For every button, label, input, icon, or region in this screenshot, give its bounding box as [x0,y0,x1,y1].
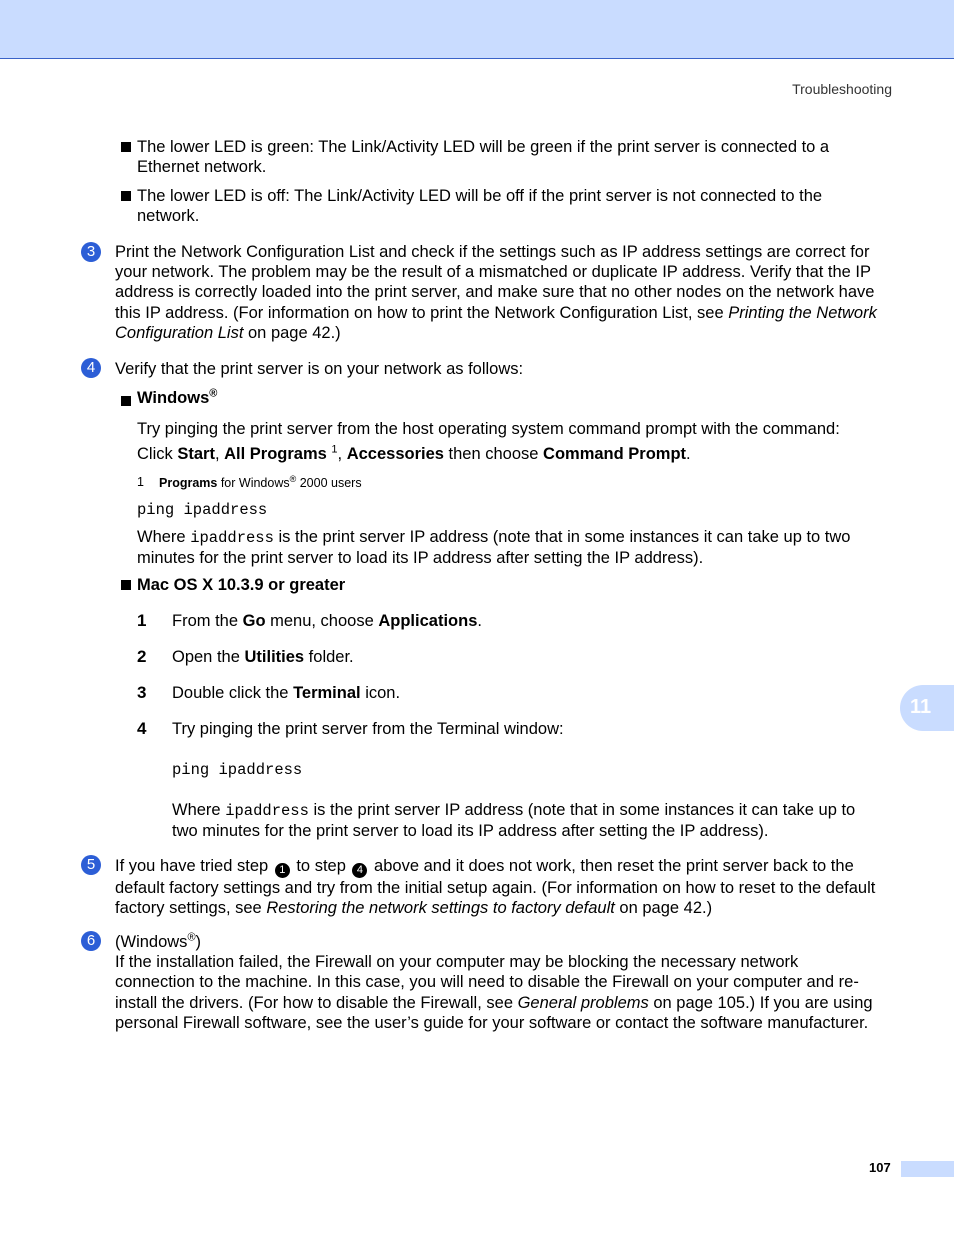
ui-term-all-programs: All Programs [224,445,327,464]
text-run: , [214,445,225,464]
windows-instructions [137,419,840,464]
text-line: network. [137,207,200,226]
footnote-ref: 1 [331,443,338,456]
ui-term-terminal: Terminal [293,684,361,702]
text-line [115,898,875,918]
text-line [115,932,873,952]
reference-link: General problems [517,993,649,1012]
text-run: icon. [360,684,401,702]
text-run: then choose [443,445,544,464]
text-run: Click [137,445,178,464]
step5-paragraph [115,856,875,918]
registered-mark: ® [289,473,297,484]
text-run: From the [172,612,243,630]
text-run: on page 42.) [243,323,341,342]
bullet-icon [121,580,131,590]
ui-term-command-prompt: Command Prompt [543,445,687,464]
text-line: Print the Network Configuration List and check if the settings such as IP address settings are correct for [115,243,870,261]
text-run: ) [195,933,202,951]
text-run: install the drivers. (For how to disable the Firewall, see [115,993,518,1012]
text-run: . [477,612,482,630]
footnote-number: 1 [137,475,144,489]
led-green-bullet [137,137,829,177]
mac-step-3 [172,683,400,703]
text-run: menu, choose [265,612,379,630]
text-run: on page 105.) If you are using [648,993,873,1012]
step-number-6: 6 [81,931,101,951]
footnote-bold: Programs [159,476,218,490]
code-term: ipaddress [190,529,274,547]
text-line [115,856,875,878]
text-run: Where [137,528,191,546]
text-run: this IP address. (For information on how to print the Network Configuration List, see [115,303,729,322]
reference-link: Configuration List [115,323,244,342]
step-number-3: 3 [81,242,101,262]
text-run: Where [172,801,226,819]
text-run: on page 42.) [614,899,713,918]
text-line: Ethernet network. [137,158,267,177]
text-line [172,800,855,821]
reference-link: Restoring the network settings to factory default [266,899,615,918]
text-line [137,444,840,464]
ui-term-accessories: Accessories [346,445,444,464]
windows-where-paragraph [137,527,850,568]
mac-step-4: Try pinging the print server from the Terminal window: [172,720,564,738]
mac-step-number: 4 [137,719,147,738]
windows-heading [137,388,217,408]
mac-step-1 [172,611,482,631]
text-run: factory settings, see [115,899,267,918]
mac-step-number: 2 [137,647,147,666]
ui-term-go: Go [242,612,266,630]
mac-step-2 [172,647,354,667]
text-run: folder. [304,648,354,666]
text-run: Double click the [172,684,294,702]
text-line: default factory settings and try from the initial setup again. (For information on how to reset to the default [115,879,876,897]
step-number-5: 5 [81,855,101,875]
bullet-icon [121,191,131,201]
text-line [115,323,877,343]
text-line: If the installation failed, the Firewall on your computer may be blocking the necessary network [115,953,799,972]
step3-paragraph [115,242,877,343]
text-run: 2000 users [296,476,362,490]
header-bar [0,0,954,59]
windows-ping-command: ping ipaddress [137,501,268,519]
text-run: . [686,445,691,464]
mac-where-paragraph [172,800,855,841]
text-run: to step [291,857,351,875]
bullet-icon [121,142,131,152]
text-run: for Windows [217,476,290,490]
registered-mark: ® [209,387,218,400]
ui-term-utilities: Utilities [244,648,305,666]
chapter-tab [900,685,954,731]
led-off-bullet [137,186,822,226]
ui-term-start: Start [177,445,215,464]
text-run: is the print server IP address (note that in some instances it can take up to [308,801,856,819]
text-line [115,993,873,1013]
reference-link: Printing the Network [728,303,877,322]
text-line: personal Firewall software, see the user’s guide for your software or contact the software manufacturer. [115,1013,869,1032]
text-line: minutes for the print server to load its IP address after setting the IP address). [137,549,704,568]
mac-ping-command: ping ipaddress [172,761,303,779]
text-run: above and it does not work, then reset the print server back to the [369,857,854,875]
text-line [137,527,850,548]
text-line: The lower LED is green: The Link/Activity LED will be green if the print server is connected to a [137,138,830,156]
text-run: (Windows [115,933,188,951]
page-number-bar [901,1161,954,1177]
text-line: two minutes for the print server to load its IP address after setting the IP address). [172,822,769,841]
step-number-4: 4 [81,358,101,378]
ui-term-applications: Applications [378,612,478,630]
page-number: 107 [869,1160,891,1175]
section-title: Troubleshooting [792,81,892,97]
footnote [159,473,362,490]
text-run: Open the [172,648,245,666]
text-line: connection to the machine. In this case, you will need to disable the Firewall on your computer and re- [115,973,859,992]
mac-step-number: 1 [137,611,147,630]
text-run: is the print server IP address (note that in some instances it can take up to two [273,528,851,546]
heading-text: Windows [137,389,210,407]
text-run: If you have tried step [115,857,273,875]
text-line: address is correctly loaded into the print server, and make sure that no other nodes on the network have [115,283,875,302]
step4-text: Verify that the print server is on your network as follows: [115,360,524,378]
chapter-number: 11 [910,696,932,718]
code-term: ipaddress [225,802,309,820]
mac-heading: Mac OS X 10.3.9 or greater [137,576,346,594]
step6-paragraph [115,932,873,1033]
step-ref-4-icon: 4 [352,863,367,878]
text-run: , [337,445,347,464]
registered-mark: ® [187,931,196,944]
bullet-icon [121,396,131,406]
text-line: The lower LED is off: The Link/Activity LED will be off if the print server is not connected to the [137,187,823,205]
text-line [115,303,877,323]
text-line: Try pinging the print server from the host operating system command prompt with the command: [137,420,840,438]
text-line: your network. The problem may be the result of a mismatched or duplicate IP address. Verify that the IP [115,263,872,282]
mac-step-number: 3 [137,683,147,702]
step-ref-1-icon: 1 [275,863,290,878]
